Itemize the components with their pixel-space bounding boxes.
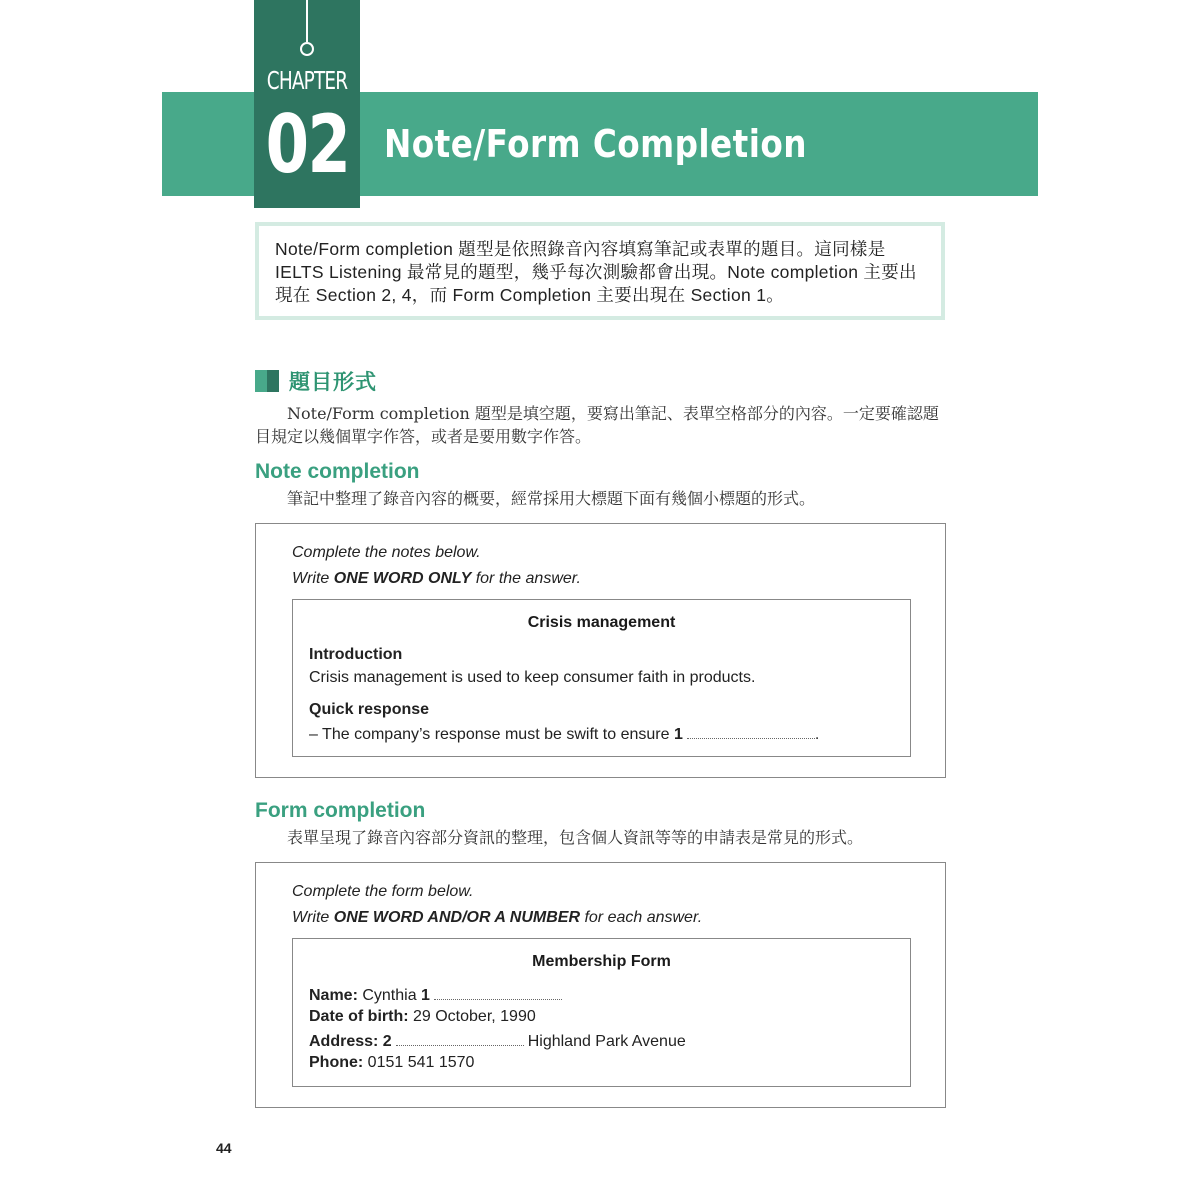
chapter-label: CHAPTER bbox=[266, 66, 348, 95]
note-instruction-2 bbox=[292, 570, 581, 588]
tab-ring-icon bbox=[300, 42, 314, 56]
notes-line-introduction: Crisis management is used to keep consumer faith in products. bbox=[309, 669, 756, 686]
chapter-number: 02 bbox=[265, 98, 350, 191]
notes-text: – The company’s response must be swift to ensure bbox=[309, 726, 674, 743]
page-number: 44 bbox=[216, 1140, 232, 1156]
field-label: Date of birth: bbox=[309, 1008, 409, 1025]
form-completion-heading: Form completion bbox=[255, 799, 426, 822]
form-row-dob bbox=[309, 1008, 536, 1026]
membership-form-box bbox=[292, 938, 911, 1087]
question-number: 2 bbox=[378, 1033, 392, 1050]
notes-line-quick-response bbox=[309, 724, 819, 744]
tab-string bbox=[306, 0, 308, 42]
notes-heading-quick-response: Quick response bbox=[309, 701, 430, 718]
heading-square-dark-icon bbox=[267, 370, 279, 392]
note-completion-heading: Note completion bbox=[255, 460, 420, 483]
notes-title: Crisis management bbox=[527, 614, 676, 631]
notes-heading-introduction: Introduction bbox=[309, 646, 403, 663]
form-title: Membership Form bbox=[532, 953, 671, 970]
note-example-box bbox=[255, 523, 946, 778]
question-number: 1 bbox=[673, 726, 683, 743]
field-label: Name: bbox=[309, 987, 358, 1004]
note-description: 筆記中整理了錄音內容的概要，經常採用大標題下面有幾個小標題的形式。 bbox=[287, 489, 816, 508]
section-paragraph: Note/Form completion 題型是填空題，要寫出筆記、表單空格部分的內容。一定要確認題目規定以幾個單字作答，或者是要用數字作答。 bbox=[255, 404, 939, 446]
intro-box: Note/Form completion 題型是依照錄音內容填寫筆記或表單的題目。這同樣是 IELTS Listening 最常見的題型，幾乎每次測驗都會出現。Note completion 主要出現在 Section 2, 4，而 Form Completion 主要出現在 Section 1。 bbox=[255, 222, 945, 320]
chapter-title: Note/Form Completion bbox=[384, 122, 807, 166]
field-value: Highland Park Avenue bbox=[527, 1033, 686, 1050]
form-row-name bbox=[309, 985, 562, 1005]
instruction-text: Write bbox=[292, 909, 334, 926]
field-value: 29 October, 1990 bbox=[408, 1008, 536, 1025]
section-heading bbox=[255, 366, 377, 396]
chapter-tab bbox=[254, 0, 360, 208]
form-example-box bbox=[255, 862, 946, 1108]
field-label: Phone: bbox=[309, 1054, 364, 1071]
form-row-phone bbox=[309, 1054, 474, 1072]
field-value: 0151 541 1570 bbox=[363, 1054, 475, 1071]
instruction-bold: ONE WORD AND/OR A NUMBER bbox=[333, 909, 580, 926]
instruction-text: for each answer. bbox=[580, 909, 703, 926]
instruction-bold: ONE WORD ONLY bbox=[333, 570, 472, 587]
answer-blank-2[interactable] bbox=[396, 1031, 524, 1046]
form-row-address bbox=[309, 1031, 686, 1051]
instruction-text: Write bbox=[292, 570, 334, 587]
note-instruction-1: Complete the notes below. bbox=[292, 544, 481, 561]
field-label: Address: bbox=[309, 1033, 379, 1050]
form-description: 表單呈現了錄音內容部分資訊的整理，包含個人資訊等等的申請表是常見的形式。 bbox=[287, 828, 864, 847]
field-value: Cynthia bbox=[357, 987, 422, 1004]
form-instruction-2 bbox=[292, 909, 702, 927]
heading-square-icon bbox=[255, 370, 267, 392]
notes-end: . bbox=[814, 726, 820, 743]
instruction-text: for the answer. bbox=[471, 570, 581, 587]
answer-blank-1[interactable] bbox=[434, 985, 562, 1000]
section-title: 題目形式 bbox=[289, 371, 377, 394]
answer-blank-1[interactable] bbox=[687, 724, 815, 739]
notes-box bbox=[292, 599, 911, 757]
question-number: 1 bbox=[421, 987, 430, 1004]
form-instruction-1: Complete the form below. bbox=[292, 883, 474, 900]
